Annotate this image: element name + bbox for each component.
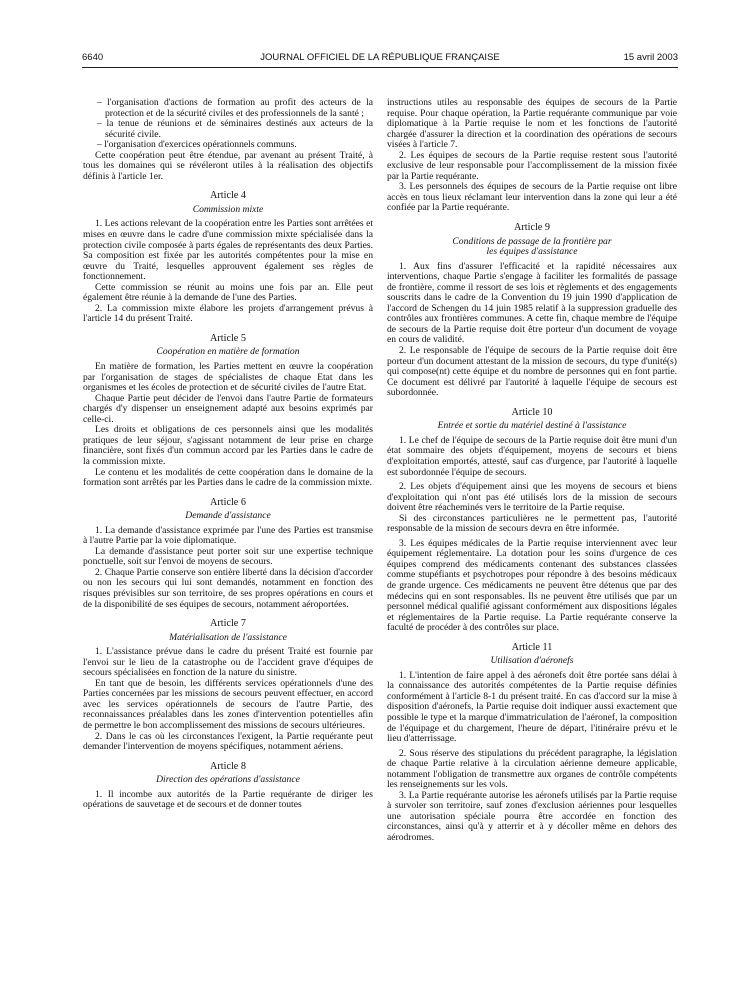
article-paragraph: 1. Aux fins d'assurer l'efficacité et la rapidité nécessaires aux interventions, chaque Partie s'engage à faciliter les formalités de passage de frontière, comme il ressort de ses lois et règlements et des engagements souscrits dans le cadre de la Convention du 19 juin 1990 d'application de l'accord de Schengen du 14 juin 1985 relatif à la suppression graduelle des contrôles aux frontières communes. A cette fin, chaque membre de l'équipe de secours de la Partie requise doit être porteur d'un document de voyage en cours de validité. bbox=[387, 260, 677, 346]
article-11-title: Utilisation d'aéronefs bbox=[490, 655, 574, 667]
article-paragraph: 1. L'assistance prévue dans le cadre du présent Traité est fournie par l'envoi sur le lieu de la catastrophe ou de l'accident grave d'équipes de secours spécialisées en fonction de la nature du sinistre. bbox=[83, 646, 373, 679]
intro-item: – la tenue de réunions et de séminaires destinés aux acteurs de la sécurité civile. bbox=[97, 118, 373, 140]
article-5-title: Coopération en matière de formation bbox=[156, 346, 300, 358]
article-paragraph: 1. Il incombe aux autorités de la Partie requérante de diriger les opérations de sauvetage et de secours et de donner toutes bbox=[83, 788, 373, 811]
article-10-title: Entrée et sortie du matériel destiné à l'assistance bbox=[437, 420, 627, 432]
header-rule bbox=[82, 67, 678, 68]
article-4-heading: Article 4 bbox=[210, 190, 246, 202]
article-paragraph: 3. La Partie requérante autorise les aéronefs utilisés par la Partie requise à survoler son territoire, sauf zones d'exclusion aériennes pour lesquelles une autorisation spéciale pourra être accordée en fonction des circonstances, ainsi qu'à y atterrir et à y décoller même en dehors des aérodromes. bbox=[387, 789, 677, 843]
article-paragraph: 1. Les actions relevant de la coopération entre les Parties sont arrêtées et mises en œuvre dans le cadre d'une commission mixte spécialisée dans la protection civile composée à parts égales de représentants des deux Parties. Sa composition est fixée par les autorités compétentes pour la mise en œuvre du Traité, lesquelles approuvent également ses règles de fonctionnement. bbox=[83, 218, 373, 283]
intro-item: – l'organisation d'actions de formation au profit des acteurs de la protection et de la sécurité civiles et des professionnels de la santé ; bbox=[97, 97, 373, 119]
article-10-heading: Article 10 bbox=[511, 406, 553, 418]
continuation-paragraph: instructions utiles au responsable des équipes de secours de la Partie requise. Pour chaque opération, la Partie requérante communique par voie diplomatique à la Partie requise le nom et les fonctions de l'autorité chargée d'assurer la direction et la coordination des opérations de secours visées à l'article 7. bbox=[387, 97, 677, 151]
continuation-paragraph: 3. Les personnels des équipes de secours de la Partie requise ont libre accès en tous lieux réclamant leur intervention dans la zone qui leur a été confiée par la Partie requérante. bbox=[387, 181, 677, 214]
article-9-title: Conditions de passage de la frontière par les équipes d'assistance bbox=[452, 235, 612, 258]
page-header bbox=[82, 52, 678, 66]
journal-title: JOURNAL OFFICIEL DE LA RÉPUBLIQUE FRANÇAISE bbox=[260, 52, 500, 63]
article-6-heading: Article 6 bbox=[210, 496, 246, 508]
article-paragraph: La demande d'assistance peut porter soit sur une expertise technique ponctuelle, soit sur l'envoi de moyens de secours. bbox=[83, 545, 373, 568]
article-paragraph: En tant que de besoin, les différents services opérationnels d'une des Parties concernées par les missions de secours peuvent effectuer, en accord avec les services opérationnels de secours de l'autre Partie, des reconnaissances préalables dans les zones d'intervention potentielles afin de permettre le bon accomplissement des missions de secours ultérieures. bbox=[83, 677, 373, 731]
article-8-title: Direction des opérations d'assistance bbox=[156, 774, 300, 786]
page-number: 6640 bbox=[82, 52, 104, 63]
article-paragraph: 2. Le responsable de l'équipe de secours de la Partie requise doit être porteur d'un document attestant de la mission de secours, du type d'unité(s) qui compose(nt) cette équipe et du nombre de personnes qui en font partie. Ce document est délivré par l'autorité à laquelle l'équipe de secours est subordonnée. bbox=[387, 345, 677, 399]
publication-date: 15 avril 2003 bbox=[623, 52, 678, 63]
continuation-paragraph: 2. Les équipes de secours de la Partie requise restent sous l'autorité exclusive de leur responsable pour l'accomplissement de la mission fixée par la Partie requérante. bbox=[387, 149, 677, 182]
article-paragraph: 1. L'intention de faire appel à des aéronefs doit être portée sans délai à la connaissance des autorités compétentes de la Partie requise définies conformément à l'article 8-1 du présent traité. En cas d'accord sur la mise à disposition d'aéronefs, la Partie requise doit indiquer aussi exactement que possible le type et la marque d'immatriculation de l'aéronef, la composition de l'équipage et du chargement, l'heure de départ, l'itinéraire prévu et le lieu d'atterrissage. bbox=[387, 669, 677, 745]
article-paragraph: 1. Le chef de l'équipe de secours de la Partie requise doit être muni d'un état sommaire des objets d'équipement, moyens de secours et biens d'exploitation emportés, attesté, sauf cas d'urgence, par l'autorité à laquelle est subordonnée l'équipe de secours. bbox=[387, 434, 677, 478]
article-11-heading: Article 11 bbox=[511, 641, 553, 653]
article-5-heading: Article 5 bbox=[210, 332, 246, 344]
article-paragraph: Le contenu et les modalités de cette coopération dans le domaine de la formation sont arrêtés par les Parties dans le cadre de la commission mixte. bbox=[83, 466, 373, 489]
article-paragraph: 2. Dans le cas où les circonstances l'exigent, la Partie requérante peut demander l'intervention de moyens spécifiques, notamment aériens. bbox=[83, 730, 373, 753]
article-paragraph: Si des circonstances particulières ne le permettent pas, l'autorité responsable de la mission de secours devra en être informée. bbox=[387, 512, 677, 535]
article-paragraph: Les droits et obligations de ces personnels ainsi que les modalités pratiques de leur séjour, s'agissant notamment de leur prise en charge financière, sont fixés d'un commun accord par les Parties dans le cadre de la commission mixte. bbox=[83, 424, 373, 467]
article-7-title: Matérialisation de l'assistance bbox=[169, 631, 287, 643]
article-paragraph: 1. La demande d'assistance exprimée par l'une des Parties est transmise à l'autre Partie par la voie diplomatique. bbox=[83, 524, 373, 547]
article-paragraph: 2. Les objets d'équipement ainsi que les moyens de secours et biens d'exploitation qui n'ont pas été utilisés lors de la mission de secours doivent être réacheminés vers le territoire de la Partie requise. bbox=[387, 481, 677, 514]
article-paragraph: Chaque Partie peut décider de l'envoi dans l'autre Partie de formateurs chargés d'y dispenser un enseignement adapté aux besoins exprimés par celle-ci. bbox=[83, 392, 373, 425]
article-9-heading: Article 9 bbox=[514, 222, 550, 234]
right-column bbox=[387, 98, 677, 844]
intro-item: – l'organisation d'exercices opérationnels communs. bbox=[97, 139, 297, 151]
article-paragraph: En matière de formation, les Parties mettent en œuvre la coopération par l'organisation de stages de spécialistes de chaque Etat dans les organismes et les écoles de protection et de sécurité civiles de l'autre Etat. bbox=[83, 361, 373, 394]
article-paragraph: 2. La commission mixte élabore les projets d'arrangement prévus à l'article 14 du présent Traité. bbox=[83, 302, 373, 325]
article-4-title: Commission mixte bbox=[192, 203, 264, 215]
intro-paragraph: Cette coopération peut être étendue, par avenant au présent Traité, à tous les domaines qui se révéleront utiles à la réalisation des objectifs définis à l'article 1er. bbox=[83, 149, 373, 182]
article-8-heading: Article 8 bbox=[210, 760, 246, 772]
article-paragraph: 2. Sous réserve des stipulations du précédent paragraphe, la législation de chaque Partie relative à la circulation aérienne demeure applicable, notamment l'obligation de transmettre aux organes de contrôle compétents les renseignements sur les vols. bbox=[387, 747, 677, 791]
article-paragraph: 3. Les équipes médicales de la Partie requise interviennent avec leur équipement réglementaire. La dotation pour les soins d'urgence de ces équipes comprend des médicaments contenant des substances classées comme stupéfiants et psychotropes pour répondre à des besoins médicaux de grande urgence. Ces médicaments ne peuvent être détenus que par des médecins qui en sont responsables. Ils ne peuvent être utilisés que par un personnel médical qualifié agissant conformément aux dispositions légales et réglementaires de la Partie requise. La Partie requérante conserve la faculté de procéder à des contrôles sur place. bbox=[387, 537, 677, 634]
article-paragraph: 2. Chaque Partie conserve son entière liberté dans la décision d'accorder ou non les secours qui lui sont demandés, notamment en fonction des risques prévisibles sur son territoire, de ses propres opérations en cours et de la disponibilité de ses équipes de secours, notamment aéroportées. bbox=[83, 566, 373, 610]
article-6-title: Demande d'assistance bbox=[185, 510, 271, 522]
article-paragraph: Cette commission se réunit au moins une fois par an. Elle peut également être réunie à la demande de l'une des Parties. bbox=[83, 281, 373, 304]
article-7-heading: Article 7 bbox=[210, 618, 246, 630]
left-column bbox=[83, 98, 373, 811]
